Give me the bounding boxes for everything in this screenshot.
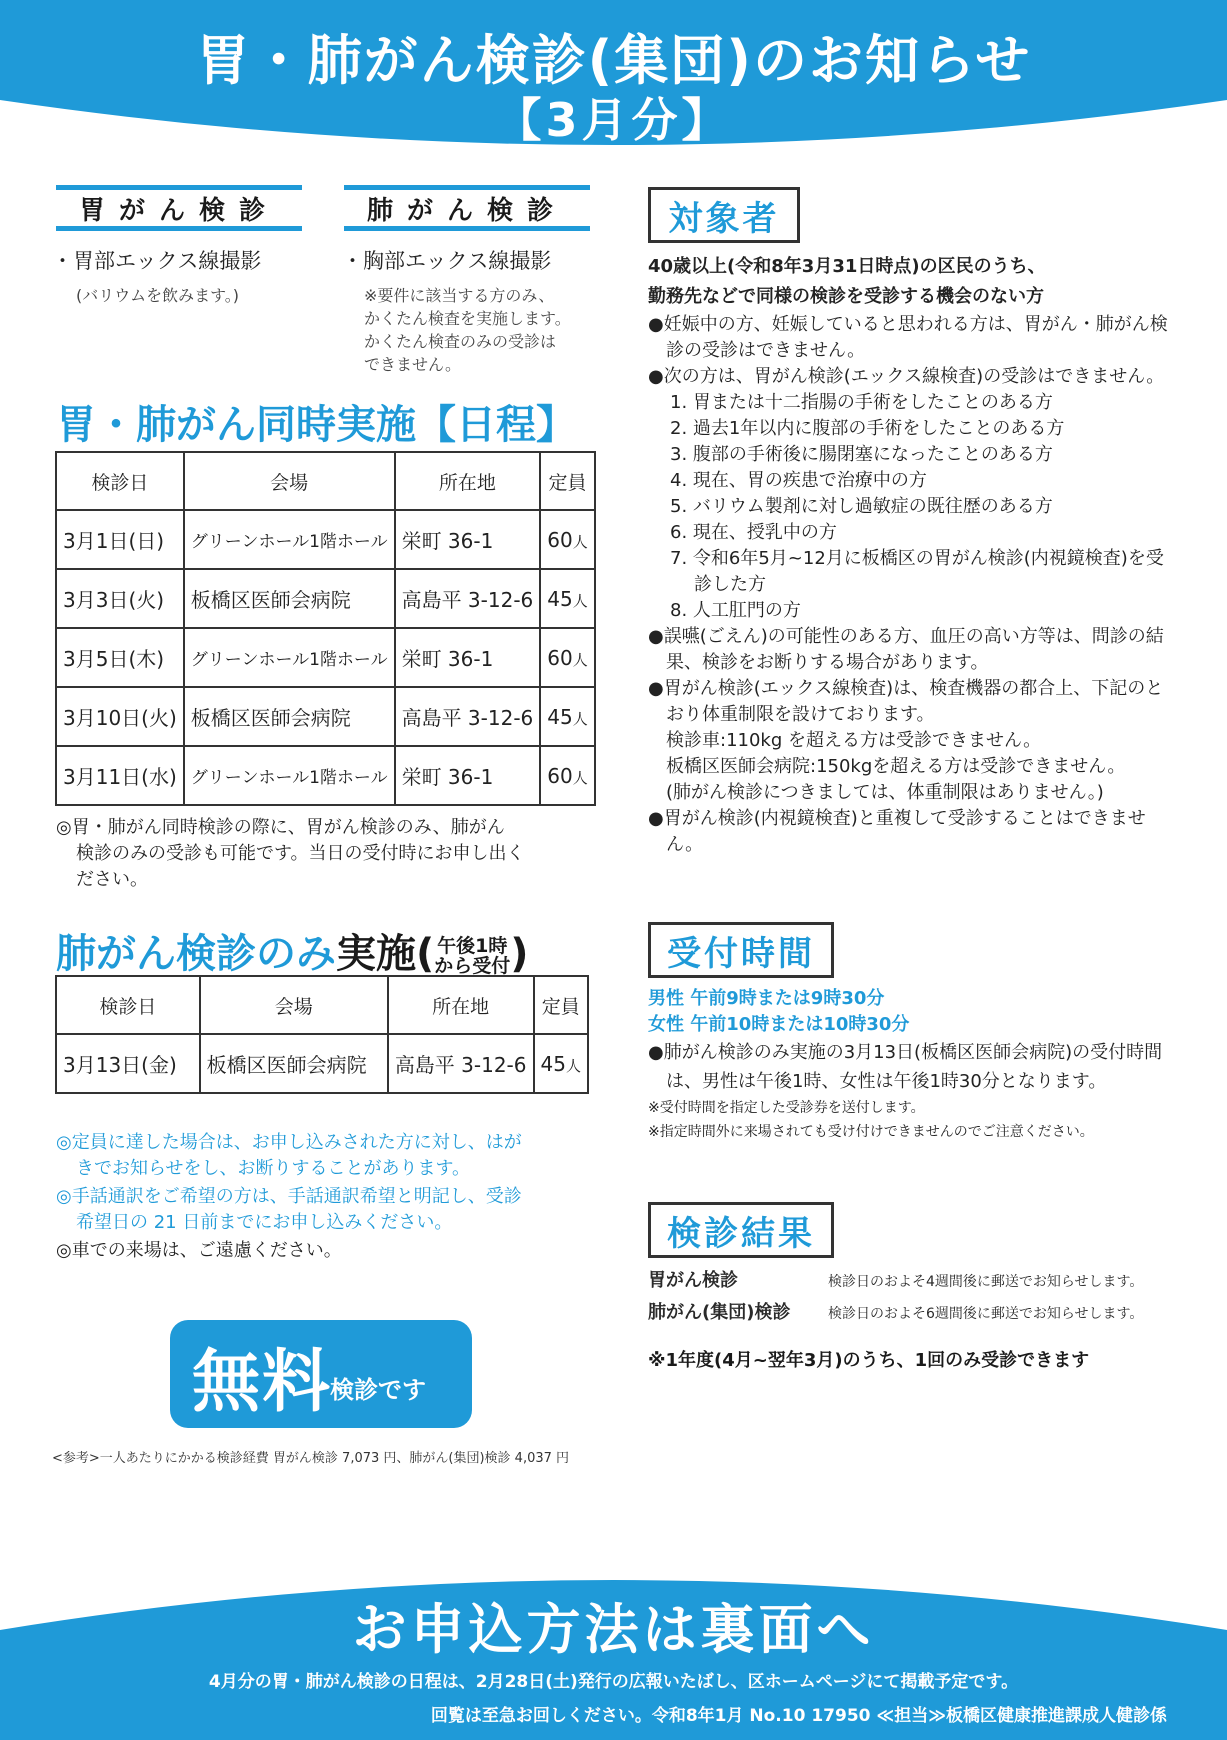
cell-venue: グリーンホール1階ホール <box>184 628 395 687</box>
sign-language-notice: ◎手話通訳をご希望の方は、手話通訳希望と明記し、受診 希望日の 21 日前までにお申し込みください。 <box>56 1186 522 1233</box>
header-address: 所在地 <box>388 976 534 1034</box>
cost-reference-note: <参考>一人あたりにかかる検診経費 胃がん検診 7,073 円、肺がん(集団)検診 4,037 円 <box>52 1451 570 1466</box>
capacity-notice: ◎定員に達した場合は、お申し込みされた方に対し、はが きでお知らせをし、お断りすることがあります。 <box>56 1132 522 1179</box>
target-lead-2: 勤務先などで同様の検診を受診する機会のない方 <box>648 286 1044 307</box>
weight-limit-bus: 検診車:110kg を超える方は受診できません。 <box>666 730 1042 751</box>
cell-venue: グリーンホール1階ホール <box>184 510 395 569</box>
cell-address: 栄町 36-1 <box>395 510 541 569</box>
footer-banner <box>0 1555 1227 1740</box>
cell-date: 3月3日(火) <box>56 569 184 628</box>
table-row <box>56 510 595 569</box>
header-capacity: 定員 <box>540 452 594 510</box>
header-date: 検診日 <box>56 976 200 1034</box>
cell-venue: 板橋区医師会病院 <box>184 569 395 628</box>
reception-male: 男性 午前9時または9時30分 <box>648 988 885 1009</box>
cell-date: 3月10日(火) <box>56 687 184 746</box>
cell-capacity: 45人 <box>540 687 594 746</box>
target-bullet-endoscopy: ●胃がん検診(内視鏡検査)と重複して受診することはできません。 <box>648 808 1146 855</box>
cell-venue: 板橋区医師会病院 <box>184 687 395 746</box>
target-bullet-pregnancy: ●妊娠中の方、妊娠していると思われる方は、胃がん・肺がん検診の受診はできません。 <box>648 314 1168 361</box>
cell-address: 栄町 36-1 <box>395 628 541 687</box>
header-venue: 会場 <box>200 976 388 1034</box>
exclusion-item: 3. 腹部の手術後に腸閉塞になったことのある方 <box>670 444 1053 465</box>
cell-date: 3月5日(木) <box>56 628 184 687</box>
footer-circulation-note: 回覧は至急お回しください。令和8年1月 No.10 17950 ≪担当≫板橋区健康推進課成人健診係 <box>430 1706 1167 1726</box>
header-banner <box>0 0 1227 155</box>
once-per-year-note: ※1年度(4月~翌年3月)のうち、1回のみ受診できます <box>648 1350 1090 1371</box>
cell-date: 3月11日(水) <box>56 746 184 805</box>
cell-address: 高島平 3-12-6 <box>395 687 541 746</box>
exclusion-item: 5. バリウム製剤に対し過敏症の既往歴のある方 <box>670 496 1053 517</box>
results-heading: 検診結果 <box>648 1202 834 1258</box>
cell-venue: グリーンホール1階ホール <box>184 746 395 805</box>
exclusion-item: 1. 胃または十二指腸の手術をしたことのある方 <box>670 392 1053 413</box>
exclusion-item: 8. 人工肛門の方 <box>670 600 801 621</box>
free-badge-main: 無料 <box>192 1343 333 1422</box>
target-lead-1: 40歳以上(令和8年3月31日時点)の区民のうち、 <box>648 256 1046 277</box>
cell-capacity: 60人 <box>540 510 594 569</box>
weight-limit-hospital: 板橋区医師会病院:150kgを超える方は受診できません。 <box>666 756 1126 777</box>
header-capacity: 定員 <box>534 976 588 1034</box>
lung-exam-note: ※要件に該当する方のみ、 かくたん検査を実施します。 かくたん検査のみの受診は できません。 <box>364 286 571 374</box>
table-header-row <box>56 452 595 510</box>
cell-venue: 板橋区医師会病院 <box>200 1034 388 1093</box>
cell-address: 高島平 3-12-6 <box>388 1034 534 1093</box>
footer-schedule-note: 4月分の胃・肺がん検診の日程は、2月28日(土)発行の広報いたばし、区ホームページにて掲載予定です。 <box>208 1672 1019 1692</box>
stomach-exam-heading: 胃がん検診 <box>56 185 302 231</box>
cell-capacity: 45人 <box>534 1034 588 1093</box>
joint-schedule-table <box>55 451 596 806</box>
table-row <box>56 1034 588 1093</box>
table-row <box>56 746 595 805</box>
lung-exam-heading: 肺がん検診 <box>344 185 590 231</box>
result-row-stomach: 胃がん検診 検診日のおよそ4週間後に郵送でお知らせします。 <box>648 1270 1144 1291</box>
target-heading: 対象者 <box>648 187 800 243</box>
table-row <box>56 687 595 746</box>
footer-title: お申込方法は裏面へ <box>352 1598 875 1661</box>
cell-capacity: 60人 <box>540 628 594 687</box>
header-date: 検診日 <box>56 452 184 510</box>
cell-address: 高島平 3-12-6 <box>395 569 541 628</box>
lung-exam-item: ・胸部エックス線撮影 <box>342 249 552 273</box>
reception-lung-note: ●肺がん検診のみ実施の3月13日(板橋区医師会病院)の受付時間は、男性は午後1時、女性は午後1時30分となります。 <box>648 1042 1163 1092</box>
cell-date: 3月1日(日) <box>56 510 184 569</box>
page-subtitle: 【3月分】 <box>495 93 732 147</box>
car-notice: ◎車での来場は、ご遠慮ください。 <box>56 1240 342 1261</box>
target-bullet-exclusion: ●次の方は、胃がん検診(エックス線検査)の受診はできません。 <box>648 366 1165 387</box>
result-row-lung: 肺がん(集団)検診 検診日のおよそ6週間後に郵送でお知らせします。 <box>648 1302 1144 1323</box>
reception-note-ticket: ※受付時間を指定した受診券を送付します。 <box>648 1100 925 1116</box>
header-venue: 会場 <box>184 452 395 510</box>
exclusion-item: 6. 現在、授乳中の方 <box>670 522 837 543</box>
reception-heading: 受付時間 <box>648 922 834 978</box>
cell-capacity: 60人 <box>540 746 594 805</box>
cell-capacity: 45人 <box>540 569 594 628</box>
table-header-row <box>56 976 588 1034</box>
stomach-exam-note: (バリウムを飲みます。) <box>76 286 240 305</box>
target-bullet-weight: ●胃がん検診(エックス線検査)は、検査機器の都合上、下記のとおり体重制限を設けております。 <box>648 678 1164 725</box>
weight-limit-lung: (肺がん検診につきましては、体重制限はありません。) <box>666 782 1104 803</box>
lung-only-table <box>55 975 589 1094</box>
exclusion-item: 2. 過去1年以内に腹部の手術をしたことのある方 <box>670 418 1065 439</box>
header-address: 所在地 <box>395 452 541 510</box>
free-badge <box>170 1320 472 1428</box>
lung-only-title: 肺がん検診のみ実施( 午後1時 から受付) <box>56 931 529 977</box>
target-bullet-aspiration: ●誤嚥(ごえん)の可能性のある方、血圧の高い方等は、問診の結果、検診をお断りする場合があります。 <box>648 626 1164 673</box>
cell-address: 栄町 36-1 <box>395 746 541 805</box>
reception-section <box>648 986 1178 1144</box>
joint-schedule-title: 胃・肺がん同時実施【日程】 <box>56 402 576 448</box>
table-row <box>56 569 595 628</box>
exclusion-item: 7. 令和6年5月~12月に板橋区の胃がん検診(内視鏡検査)を受診した方 <box>670 548 1164 595</box>
target-section <box>648 252 1178 858</box>
reception-note-time: ※指定時間外に来場されても受け付けできませんのでご注意ください。 <box>648 1124 1094 1140</box>
reception-female: 女性 午前10時または10時30分 <box>648 1014 910 1035</box>
free-badge-sub: 検診です <box>330 1376 426 1404</box>
stomach-exam-item: ・胃部エックス線撮影 <box>52 249 262 273</box>
table-row <box>56 628 595 687</box>
page-title: 胃・肺がん検診(集団)のお知らせ <box>195 29 1032 92</box>
joint-schedule-note: ◎胃・肺がん同時検診の際に、胃がん検診のみ、肺がん 検診のみの受診も可能です。当日の受付時にお申し出く ださい。 <box>56 817 525 890</box>
exclusion-item: 4. 現在、胃の疾患で治療中の方 <box>670 470 927 491</box>
cell-date: 3月13日(金) <box>56 1034 200 1093</box>
